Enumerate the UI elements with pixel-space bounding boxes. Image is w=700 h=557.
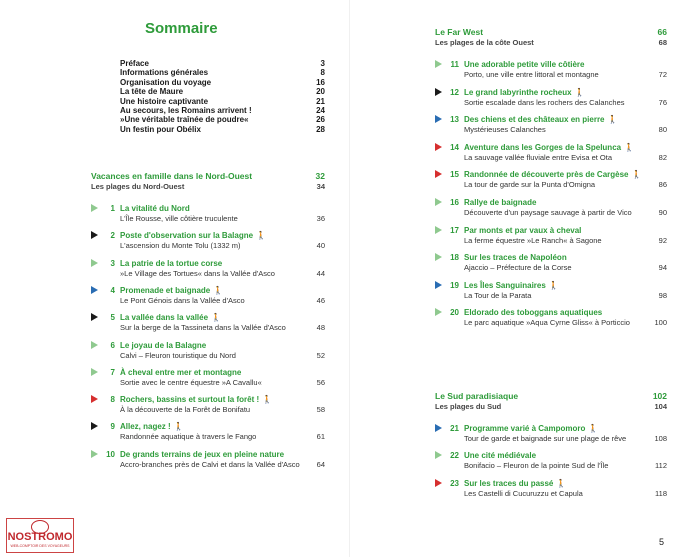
entry-description: La tour de garde sur la Punta d'Omigna [464, 180, 596, 190]
section-far-west [435, 27, 667, 328]
entry-title: De grands terrains de jeux en pleine nature [120, 449, 285, 459]
hiker-icon: 🚶 [556, 478, 566, 488]
entry-description: Porto, une ville entre littoral et montagne [464, 70, 599, 79]
entry-number: 15 [450, 170, 459, 180]
hiker-icon: 🚶 [631, 170, 641, 180]
entry-description: Les Castelli di Cucuruzzu et Capula [464, 488, 583, 498]
entry-description: Découverte d'un paysage sauvage à partir de Vico [464, 208, 632, 217]
entry-page: 94 [658, 263, 667, 273]
entry-number: 12 [450, 87, 459, 97]
triangle-marker-icon [91, 313, 98, 321]
section-title-text: Vacances en famille dans le Nord-Ouest [91, 171, 253, 181]
entry-number: 17 [450, 225, 459, 235]
entry-number: 21 [450, 424, 459, 433]
intro-page: 26 [316, 115, 325, 125]
entry-title: La patrie de la tortue corse [120, 258, 223, 268]
entry-page: 64 [316, 459, 325, 469]
intro-label: Une histoire captivante [120, 96, 209, 106]
entry-description: Tour de garde et baignade sur une plage de rêve [464, 434, 627, 443]
entry-description: Mystérieuses Calanches [464, 125, 546, 135]
section-subtitle-page: 68 [658, 38, 667, 47]
hiker-icon: 🚶 [256, 231, 266, 241]
entry-page: 98 [658, 290, 667, 300]
triangle-marker-icon [435, 60, 442, 68]
entry-number: 20 [450, 308, 459, 318]
triangle-marker-icon [91, 341, 98, 349]
section-sud [435, 391, 667, 498]
entry-description: L'Île Rousse, ville côtière truculente [120, 214, 238, 223]
triangle-marker-icon [91, 259, 98, 267]
entry-description: Accro-branches près de Calvi et dans la Vallée d'Asco [120, 459, 300, 469]
entry-number: 9 [110, 422, 115, 432]
entry-page: 44 [316, 268, 325, 278]
triangle-marker-icon [91, 204, 98, 212]
entry-number: 3 [110, 258, 115, 268]
entry-description: La Tour de la Parata [464, 290, 532, 300]
entry-number: 13 [450, 115, 459, 125]
entry-title: Le joyau de la Balagne [120, 340, 207, 350]
page-number: 5 [659, 537, 665, 547]
page-title: Sommaire [145, 20, 218, 37]
entry-description: Randonnée aquatique à travers le Fango [120, 432, 257, 442]
entry-number: 5 [110, 313, 115, 323]
entry-title: Les Îles Sanguinaires 🚶 [464, 280, 558, 290]
entry-number: 7 [110, 367, 115, 377]
entry-page: 52 [316, 350, 325, 360]
entry-description: Le Pont Génois dans la Vallée d'Asco [120, 295, 245, 305]
section-title [435, 391, 667, 402]
entry-number: 16 [450, 198, 459, 207]
hiker-icon: 🚶 [262, 395, 272, 405]
section-subtitle [435, 402, 667, 412]
entry-number: 23 [450, 478, 459, 488]
hiker-icon: 🚶 [574, 87, 584, 97]
section-subtitle [435, 38, 667, 48]
section-nord-ouest [91, 171, 325, 469]
entry-number: 19 [450, 280, 459, 290]
hiker-icon: 🚶 [607, 115, 617, 125]
entry-number: 14 [450, 142, 459, 152]
hiker-icon: 🚶 [213, 285, 223, 295]
entry-title: Randonnée de découverte près de Cargèse 🚶 [464, 170, 641, 180]
logo-name: NOSTROMO [7, 531, 73, 543]
triangle-marker-icon [91, 395, 98, 403]
intro-row [120, 106, 325, 115]
intro-label: Au secours, les Romains arrivent ! [120, 105, 252, 115]
entry-description: À la découverte de la Forêt de Bonifatu [120, 405, 251, 415]
entry-page: 118 [655, 488, 667, 498]
intro-page: 28 [316, 124, 325, 134]
entry-description: Bonifacio – Fleuron de la pointe Sud de l'Île [464, 461, 609, 471]
section-title [435, 27, 667, 38]
triangle-marker-icon [435, 308, 442, 316]
entry-title: À cheval entre mer et montagne [120, 367, 242, 377]
hiker-icon: 🚶 [548, 280, 558, 290]
entry-page: 56 [316, 377, 325, 387]
triangle-marker-icon [435, 226, 442, 234]
entry-description: Ajaccio – Préfecture de la Corse [464, 263, 572, 273]
entry-title: Aventure dans les Gorges de la Spelunca 🚶 [464, 142, 634, 152]
entry-number: 4 [110, 285, 115, 295]
section-title [91, 171, 325, 182]
entry-page: 46 [316, 295, 325, 305]
intro-row [120, 87, 325, 96]
entry-page: 36 [316, 214, 325, 223]
entry-page: 72 [658, 70, 667, 79]
entry-page: 40 [316, 241, 325, 251]
entry-page: 76 [658, 97, 667, 107]
entry-page: 86 [658, 180, 667, 190]
intro-row [120, 125, 325, 134]
section-subtitle-text: Les plages de la côte Ouest [435, 38, 534, 47]
entry-title: Des chiens et des châteaux en pierre 🚶 [464, 115, 617, 125]
entry-page: 48 [316, 323, 325, 333]
intro-row [120, 78, 325, 87]
intro-row [120, 59, 325, 68]
hiker-icon: 🚶 [588, 424, 598, 433]
intro-row [120, 68, 325, 77]
triangle-marker-icon [435, 143, 442, 151]
section-subtitle-page: 104 [654, 402, 667, 411]
entry-description: Sortie escalade dans les rochers des Calanches [464, 97, 625, 107]
triangle-marker-icon [435, 451, 442, 459]
intro-page: 20 [316, 87, 325, 97]
entry-number: 1 [110, 204, 115, 213]
entry-title: Poste d'observation sur la Balagne 🚶 [120, 231, 266, 241]
section-title-page: 102 [652, 391, 667, 401]
intro-page: 16 [316, 77, 325, 87]
triangle-marker-icon [435, 170, 442, 178]
logo-tagline: WEB-COMPTOIR DES VOYAGEURS [10, 544, 70, 548]
hiker-icon: 🚶 [211, 313, 221, 323]
section-title-text: Le Sud paradisiaque [435, 391, 519, 401]
entry-description: La sauvage vallée fluviale entre Evisa et Ota [464, 152, 613, 162]
intro-row [120, 97, 325, 106]
triangle-marker-icon [91, 422, 98, 430]
intro-row [120, 115, 325, 124]
entry-page: 100 [654, 318, 667, 328]
entry-number: 11 [450, 60, 459, 69]
entry-title: Eldorado des toboggans aquatiques [464, 308, 603, 318]
intro-page: 8 [320, 68, 325, 78]
triangle-marker-icon [435, 115, 442, 123]
section-subtitle-text: Les plages du Nord-Ouest [91, 182, 185, 191]
hiker-icon: 🚶 [624, 142, 634, 152]
section-subtitle-text: Les plages du Sud [435, 402, 502, 411]
entry-description: L'ascension du Monte Tolu (1332 m) [120, 241, 241, 251]
entry-description: Calvi – Fleuron touristique du Nord [120, 350, 236, 360]
triangle-marker-icon [91, 368, 98, 376]
intro-label: La tête de Maure [120, 87, 184, 97]
triangle-marker-icon [435, 281, 442, 289]
entry-number: 10 [106, 449, 115, 459]
section-title-text: Le Far West [435, 27, 484, 37]
section-subtitle-page: 34 [316, 182, 325, 191]
triangle-marker-icon [435, 88, 442, 96]
intro-label: Organisation du voyage [120, 77, 212, 87]
entry-number: 18 [450, 253, 459, 263]
triangle-marker-icon [435, 424, 442, 432]
entry-page: 108 [654, 434, 667, 443]
entry-title: Rochers, bassins et surtout la forêt ! 🚶 [120, 395, 272, 405]
entry-number: 22 [450, 451, 459, 461]
entry-page: 58 [316, 405, 325, 415]
entry-title: Rallye de baignade [464, 198, 537, 207]
entry-title: Par monts et par vaux à cheval [464, 225, 582, 235]
triangle-marker-icon [91, 231, 98, 239]
page-gutter [349, 0, 350, 557]
section-title-page: 32 [315, 171, 325, 181]
entry-page: 80 [658, 125, 667, 135]
entry-page: 90 [658, 208, 667, 217]
entry-title: Le grand labyrinthe rocheux 🚶 [464, 87, 584, 97]
triangle-marker-icon [435, 253, 442, 261]
entry-description: Sur la berge de la Tassineta dans la Vallée d'Asco [120, 323, 286, 333]
intro-page: 21 [316, 96, 325, 106]
intro-label: Informations générales [120, 68, 209, 78]
entry-page: 82 [658, 152, 667, 162]
entry-title: La vallée dans la vallée 🚶 [120, 313, 221, 323]
entry-description: Le parc aquatique »Aqua Cyrne Gliss« à Porticcio [464, 318, 630, 328]
publisher-logo [6, 518, 74, 553]
entry-title: Allez, nagez ! 🚶 [120, 422, 183, 432]
intro-label: Un festin pour Obélix [120, 124, 201, 134]
entry-title: Sur les traces du passé 🚶 [464, 478, 566, 488]
triangle-marker-icon [435, 198, 442, 206]
entry-title: Une cité médiévale [464, 451, 537, 461]
section-subtitle [91, 182, 325, 192]
hiker-icon: 🚶 [173, 422, 183, 432]
entry-description: Sortie avec le centre équestre »A Cavallu« [120, 377, 262, 387]
entry-number: 2 [110, 231, 115, 241]
triangle-marker-icon [91, 450, 98, 458]
entry-title: Sur les traces de Napoléon [464, 253, 567, 263]
entry-title: La vitalité du Nord [120, 204, 190, 213]
intro-page: 3 [320, 59, 325, 68]
intro-label: »Une véritable traînée de poudre« [120, 115, 249, 125]
intro-list [120, 59, 325, 134]
entry-description: La ferme équestre »Le Ranch« à Sagone [464, 235, 602, 245]
entry-page: 61 [316, 432, 325, 442]
entry-page: 112 [655, 461, 667, 471]
intro-page: 24 [316, 105, 325, 115]
triangle-marker-icon [91, 286, 98, 294]
entry-description: »Le Village des Tortues« dans la Vallée d'Asco [120, 268, 275, 278]
intro-label: Préface [120, 59, 149, 68]
section-title-page: 66 [657, 27, 667, 37]
entry-title: Une adorable petite ville côtière [464, 60, 585, 69]
triangle-marker-icon [435, 479, 442, 487]
entry-page: 92 [658, 235, 667, 245]
entry-title: Promenade et baignade 🚶 [120, 285, 223, 295]
entry-number: 6 [110, 340, 115, 350]
entry-number: 8 [110, 395, 115, 405]
entry-title: Programme varié à Campomoro 🚶 [464, 424, 598, 433]
